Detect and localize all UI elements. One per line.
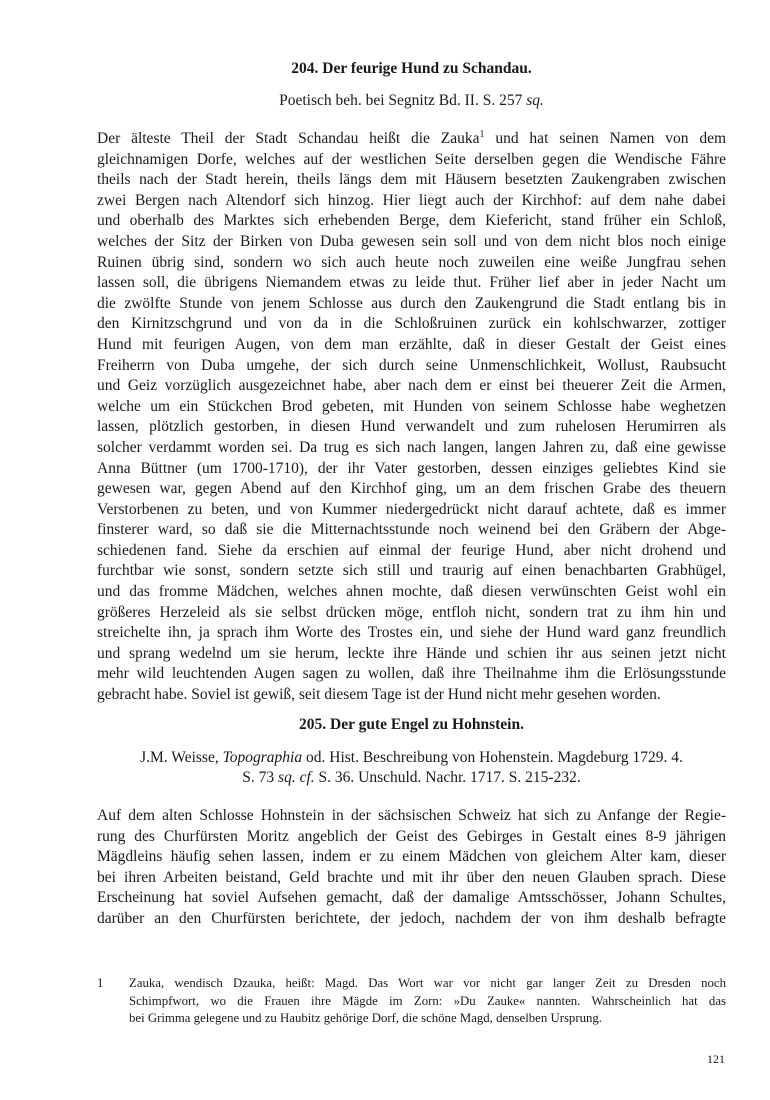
text-line: Verstorbenen zu beten, und von Kummer niedergedrückt nicht darauf achtete, daß es immer xyxy=(97,500,726,518)
section-title: 204. Der feurige Hund zu Schandau. xyxy=(291,60,532,77)
source-citation xyxy=(97,91,726,111)
text-line: Erscheinung hat soviel Aufsehen gemacht, daß der damalige Amtsschösser, Johann Schultes, xyxy=(97,889,726,907)
text-line: Auf dem alten Schlosse Hohnstein in der sächsischen Schweiz hat sich zu Anfange der Regie- xyxy=(97,807,726,824)
source-line: J.M. Weisse, Topographia od. Hist. Beschreibung von Hohenstein. Magdeburg 1729. 4. xyxy=(140,749,683,766)
text-line: darüber an den Churfürsten berichtete, der jedoch, nachdem der von ihm deshalb befragte xyxy=(97,909,726,927)
text-line: solcher verdammt worden sei. Da trug es sich nach langen, langen Jahren zu, daß eine gewisse xyxy=(97,438,726,456)
text-line: bei Grimma gelegene und zu Haubitz gehörige Dorf, die schöne Magd, denselben Ursprung. xyxy=(129,1011,602,1025)
footnote-text xyxy=(129,975,726,1028)
text-line: bei ihren Arbeiten beistand, Geld brachte und mit ihr über den neuen Glauben sprach. Diese xyxy=(97,868,726,886)
text-line: gleichnamigen Dorfe, welches auf der westlichen Seite derselben gegen die Wendische Fähre xyxy=(97,150,726,168)
text-line: und sprang wedelnd um sie herum, leckte ihre Hände und schien ihr aus seinen jetzt nicht xyxy=(97,644,726,662)
section-title: 205. Der gute Engel zu Hohnstein. xyxy=(299,716,524,733)
text-line: und Geiz vorzüglich ausgezeichnet habe, aber nach dem er einst bei theuerer Zeit die Armen, xyxy=(97,377,726,395)
section-body xyxy=(97,129,726,706)
text-line: Schimpfwort, wo die Frauen ihre Mägde im Zorn: »Du Zauke« nannten. Wahrscheinlich hat das xyxy=(129,993,726,1008)
text-line: und oberhalb des Marktes sich erhebenden Berge, dem Kiefericht, stand früher ein Schloß, xyxy=(97,212,726,230)
text-line: finsterer ward, so daß sie die Mitternachtsstunde noch weinend bei den Gräbern der Abge- xyxy=(97,521,726,539)
text-line: den Kirnitzschgrund und von da in die Schloßruinen zurück ein kohlschwarzer, zottiger xyxy=(97,315,726,333)
page-number: 121 xyxy=(707,1052,725,1066)
text-line: lassen, plötzlich gestorben, in diesen Hund verwandelt und zum ruhelosen Herumirren als xyxy=(97,418,726,436)
source-citation xyxy=(97,748,726,788)
text-line: lassen soll, die übrigens Niemandem etwas zu leide thut. Früher lief aber in jeder Nacht um xyxy=(97,274,726,292)
source-line: S. 73 sq. cf. S. 36. Unschuld. Nachr. 1717. S. 215-232. xyxy=(242,769,581,786)
text-line: welche um ein Stückchen Brod gebeten, mit Hunden von seinem Schlosse habe weghetzen xyxy=(97,397,726,415)
text-line: gewesen war, gegen Abend auf den Kirchhof ging, um an dem frischen Grabe des theuern xyxy=(97,480,726,498)
source-line: Poetisch beh. bei Segnitz Bd. II. S. 257 sq. xyxy=(279,92,544,109)
text-line: theils nach der Stadt herein, theils längs dem mit Häusern besetzten Zaukengraben zwischen xyxy=(97,171,726,189)
text-line: Anna Büttner (um 1700-1710), der ihr Vater gestorben, dessen einziges geliebtes Kind sie xyxy=(97,459,726,477)
text-line: rung des Churfürsten Moritz angeblich der Geist des Gebirges in Gestalt eines 8-9 jährigen xyxy=(97,827,726,845)
text-line: mehr wild leuchtenden Augen sagen zu wollen, daß ihre Theilnahme ihm die Erlösungsstunde xyxy=(97,665,726,683)
section-body xyxy=(97,806,726,930)
text-line: Mägdleins häufig sehen lassen, indem er zu einem Mädchen von gleichem Alter kam, dieser xyxy=(97,848,726,866)
text-line: Zauka, wendisch Dzauka, heißt: Magd. Das Wort war vor nicht gar langer Zeit zu Dresden noch xyxy=(129,976,726,990)
text-line: Hund mit feurigen Augen, von dem man erzählte, daß in dieser Gestalt der Geist eines xyxy=(97,335,726,353)
text-line: furchtbar wie sonst, sondern setzte sich still und traurig auf einen benachbarten Grabhügel, xyxy=(97,562,726,580)
text-line: Der älteste Theil der Stadt Schandau heißt die Zauka$^1$ und hat seinen Namen von dem xyxy=(97,128,727,147)
footnote-marker: 1 xyxy=(479,128,485,140)
text-line: zwei Bergen nach Altendorf sich hinzog. Hier liegt auch der Kirchhof: auf dem nahe dabei xyxy=(97,191,726,209)
text-line: Ruinen übrig sind, sondern wo sich auch heute noch zuweilen eine weiße Jungfrau sehen xyxy=(97,253,726,271)
text-line: und das fromme Mädchen, welches ahnen mochte, daß diesen verwünschten Geist wohl ein xyxy=(97,583,726,601)
text-line: Freiherrn von Duba umgehe, der sich durch seine Unmenschlichkeit, Wollust, Raubsucht xyxy=(97,356,726,374)
footnote-number: 1 xyxy=(97,976,104,990)
text-line: welches der Sitz der Birken von Duba gewesen sein soll und von dem nicht blos noch einige xyxy=(97,232,726,250)
text-line: schiedenen fand. Siehe da erschien auf einmal der feurige Hund, aber nicht drohend und xyxy=(97,541,726,559)
text-line: streichelte ihn, ja sprach ihm Worte des Trostes ein, und siehe der Hund ward ganz freundlich xyxy=(97,624,726,642)
text-line: die zwölfte Stunde von jenem Schlosse aus durch den Zaukengrund die Stadt entlang bis in xyxy=(97,294,726,312)
text-line: gebracht habe. Soviel ist gewiß, seit diesem Tage ist der Hund nicht mehr gesehen worden. xyxy=(97,686,661,704)
text-line: größeres Herzeleid als sie selbst drücken möge, entfloh nicht, sondern trat zu ihm hin und xyxy=(97,603,726,621)
